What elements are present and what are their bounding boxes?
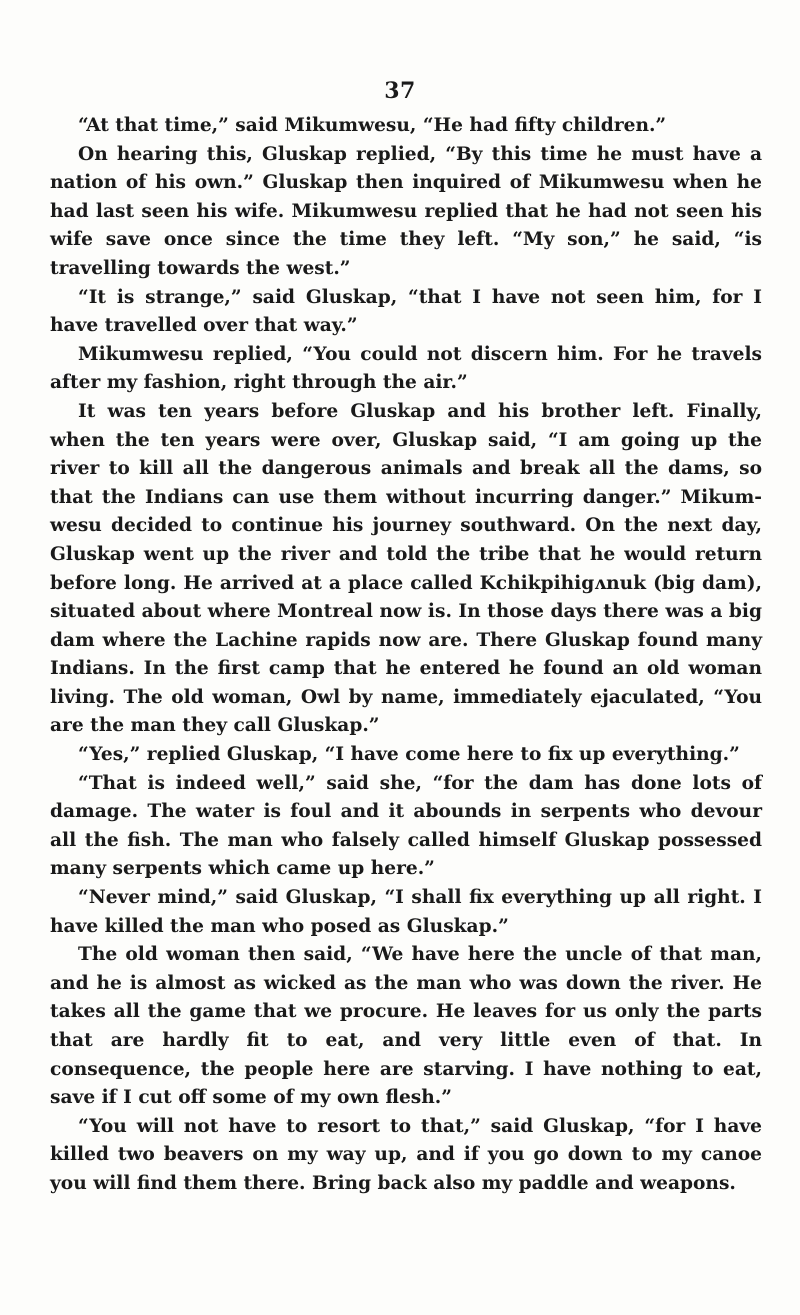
paragraph: “Never mind,” said Gluskap, “I shall fix everything up all right. I have killed the man who posed as Gluskap.” bbox=[50, 887, 762, 937]
paragraph: “Yes,” replied Gluskap, “I have come here to fix up everything.” bbox=[78, 744, 740, 766]
paragraph: Mikumwesu replied, “You could not discern him. For he travels after my fashion, right through the air.” bbox=[50, 343, 762, 394]
page-number: 37 bbox=[384, 78, 416, 104]
paragraph: “At that time,” said Mikumwesu, “He had fifty children.” bbox=[78, 115, 667, 136]
paragraph: “You will not have to resort to that,” said Gluskap, “for I have killed two beavers on my way up, and if you go down to my canoe you will find them there. Bring back also my paddle and weapons. bbox=[50, 1115, 762, 1194]
paragraph: The old woman then said, “We have here the uncle of that man, and he is almost as wicked as the man who was down the river. He takes all the game that we procure. He leaves for us only the parts that are hardly fit to eat, and very little even of that. In consequence, the people here are starving. I have nothing to eat, save if I cut off some of my own flesh.” bbox=[50, 944, 762, 1109]
paragraph: “That is indeed well,” said she, “for the dam has done lots of damage. The water is foul and it abounds in serpents who devour all the fish. The man who falsely called himself Gluskap possessed many serpents which came up here.” bbox=[50, 772, 762, 880]
body-text bbox=[50, 112, 762, 1199]
paragraph: “It is strange,” said Gluskap, “that I have not seen him, for I have travelled over that way.” bbox=[50, 286, 762, 337]
paragraph: It was ten years before Gluskap and his brother left. Finally, when the ten years were over, Gluskap said, “I am going up the river to kill all the dangerous animals and break all the dams, so that the Indians can use them without incurring danger.” Mikumwesu decided to continue his journey southward. On the next day, Gluskap went up the river and told the tribe that he would return before long. He arrived at a place called Kchikpihigʌnuk (big dam), situated about where Montreal now is. In those days there was a big dam where the Lachine rapids now are. There Gluskap found many Indians. In the first camp that he entered he found an old woman living. The old woman, Owl by name, immediately ejaculated, “You are the man they call Gluskap.” bbox=[50, 400, 762, 737]
paragraph: On hearing this, Gluskap replied, “By this time he must have a nation of his own.” Gluskap then inquired of Mikumwesu when he had last seen his wife. Mikumwesu replied that he had not seen his wife save once since the time they left. “My son,” he said, “is travelling towards the west.” bbox=[50, 143, 762, 279]
